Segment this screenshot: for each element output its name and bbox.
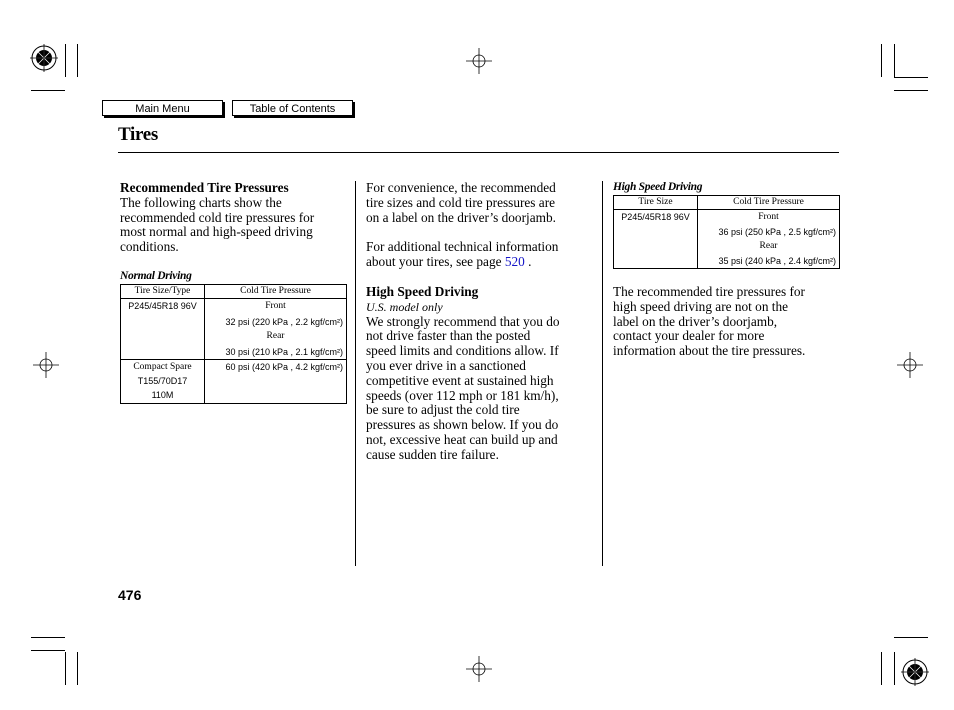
section-subheading: U.S. model only: [366, 299, 443, 314]
tire-size: 110M: [151, 390, 174, 400]
page-number: 476: [118, 587, 142, 603]
front-pressure: 32 psi (220 kPa , 2.2 kgf/cm²): [225, 317, 343, 327]
body-line: cause sudden tire failure.: [366, 446, 499, 462]
column-divider: [602, 181, 603, 566]
table-of-contents-button[interactable]: Table of Contents: [232, 100, 353, 116]
front-label: Front: [758, 212, 779, 222]
section-heading: Recommended Tire Pressures: [120, 180, 289, 195]
body-line: speed limits and conditions allow. If: [366, 343, 559, 359]
body-line: you ever drive in a sanctioned: [366, 357, 526, 373]
table-header: Cold Tire Pressure: [205, 285, 347, 299]
main-menu-button[interactable]: Main Menu: [102, 100, 223, 116]
body-line: The recommended tire pressures for: [613, 284, 805, 299]
body-line: contact your dealer for more: [613, 328, 765, 344]
table-row: [121, 299, 347, 360]
crop-mark: [894, 90, 928, 91]
body-line: conditions.: [120, 239, 179, 255]
crop-mark: [881, 44, 882, 77]
crosshair-mark-right: [897, 352, 923, 378]
crop-mark: [31, 90, 65, 91]
crop-mark: [894, 652, 895, 685]
body-line: recommended cold tire pressures for: [120, 209, 315, 225]
crop-mark: [31, 650, 65, 651]
rear-label: Rear: [266, 331, 285, 341]
registration-mark-bottom-right: [901, 658, 929, 686]
tire-size: P245/45R18 96V: [128, 301, 197, 311]
rear-pressure: 30 psi (210 kPa , 2.1 kgf/cm²): [225, 347, 343, 357]
body-line: information about the tire pressures.: [613, 343, 806, 359]
crop-mark: [65, 652, 66, 685]
table-header: Tire Size: [614, 196, 698, 210]
body-line: competitive event at sustained high: [366, 372, 554, 388]
body-line: For additional technical information: [366, 239, 559, 255]
body-line: not, excessive heat can build up and: [366, 431, 558, 447]
section-heading: High Speed Driving: [366, 283, 479, 299]
crosshair-mark-bottom: [466, 656, 492, 682]
body-line: We strongly recommend that you do: [366, 313, 560, 329]
body-line: high speed driving are not on the: [613, 298, 789, 314]
body-text: about your tires, see page: [366, 254, 502, 270]
body-line: The following charts show the: [120, 194, 282, 210]
crosshair-mark-left: [33, 352, 59, 378]
table-row: [121, 360, 347, 404]
column-3-text: [613, 285, 843, 359]
normal-driving-table: [120, 284, 347, 404]
body-line: [366, 255, 598, 270]
rear-pressure: 35 psi (240 kPa , 2.4 kgf/cm²): [718, 256, 836, 266]
crop-mark: [65, 44, 66, 77]
table-row: [614, 210, 840, 269]
page-title: Tires: [118, 124, 159, 145]
page-link[interactable]: 520: [504, 254, 525, 270]
body-line: tire sizes and cold tire pressures are: [366, 194, 556, 210]
crop-mark: [894, 637, 928, 638]
crosshair-mark-top: [466, 48, 492, 74]
body-line: most normal and high-speed driving: [120, 224, 313, 240]
body-line: speeds (over 112 mph or 181 km/h),: [366, 387, 559, 403]
table-header: Cold Tire Pressure: [698, 196, 840, 210]
crop-mark: [881, 652, 882, 685]
table-caption: Normal Driving: [120, 270, 192, 282]
tire-size: T155/70D17: [137, 376, 188, 386]
rear-label: Rear: [759, 241, 778, 251]
body-line: For convenience, the recommended: [366, 180, 556, 195]
crop-mark: [894, 44, 895, 77]
title-divider: [118, 152, 839, 153]
tire-type: Compact Spare: [133, 362, 192, 372]
body-line: label on the driver’s doorjamb,: [613, 313, 778, 329]
crop-mark: [894, 77, 928, 78]
front-label: Front: [265, 301, 286, 311]
front-pressure: 36 psi (250 kPa , 2.5 kgf/cm²): [718, 227, 836, 237]
crop-mark: [77, 652, 78, 685]
crop-mark: [31, 637, 65, 638]
registration-mark-top-left: [30, 44, 58, 72]
high-speed-driving-table: [613, 195, 840, 269]
body-line: not drive faster than the posted: [366, 328, 531, 344]
column-2-text: [366, 181, 598, 463]
column-1-text: [120, 181, 352, 255]
column-divider: [355, 181, 356, 566]
body-line: on a label on the driver’s doorjamb.: [366, 209, 556, 225]
crop-mark: [77, 44, 78, 77]
table-header: Tire Size/Type: [121, 285, 205, 299]
body-line: pressures as shown below. If you do: [366, 417, 559, 433]
body-line: be sure to adjust the cold tire: [366, 402, 520, 418]
spare-pressure: 60 psi (420 kPa , 4.2 kgf/cm²): [225, 362, 343, 372]
tire-size: P245/45R18 96V: [621, 212, 690, 222]
table-caption: High Speed Driving: [613, 181, 703, 193]
body-text: .: [528, 254, 532, 270]
